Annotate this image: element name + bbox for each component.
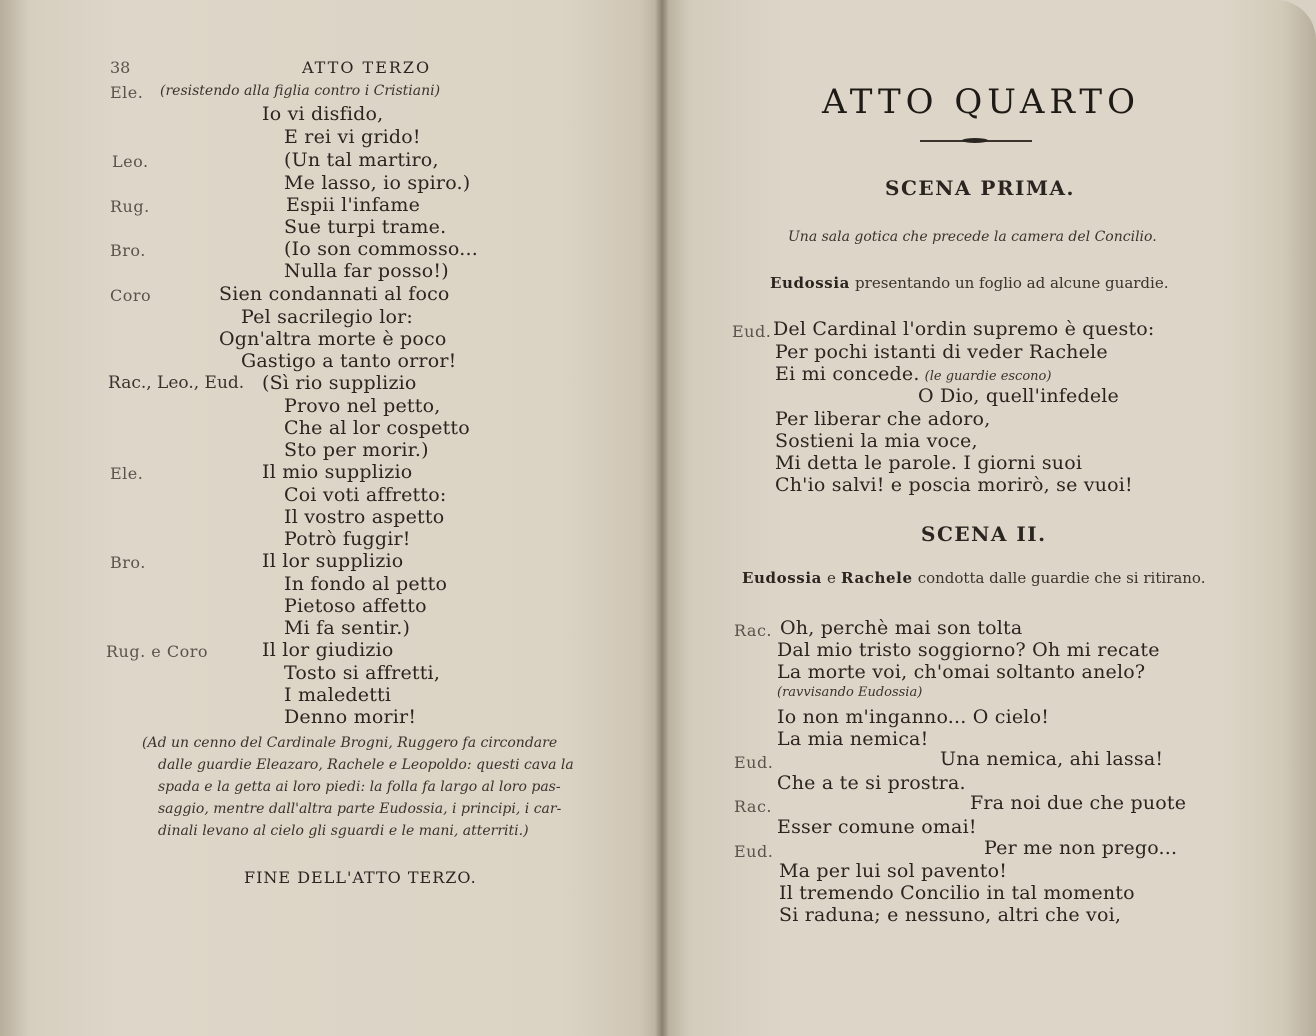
speaker-label: Bro. <box>110 553 146 572</box>
scene-character-line <box>742 568 1205 587</box>
verse-line: Il lor giudizio <box>262 639 394 661</box>
book-gutter <box>655 0 669 1036</box>
verse-line: Denno morir! <box>284 706 417 728</box>
stage-direction-line: spada e la getta ai loro piedi: la folla fa largo al loro pas- <box>158 779 561 795</box>
verse-line: (Un tal martiro, <box>284 149 439 171</box>
verse-line: Sostieni la mia voce, <box>775 430 978 452</box>
scene-title: SCENA PRIMA. <box>885 176 1076 200</box>
speaker-label: Leo. <box>112 152 149 171</box>
verse-line: In fondo al petto <box>284 573 448 595</box>
verse-line: Potrò fuggir! <box>284 528 411 550</box>
verse-line: Io non m'inganno... O cielo! <box>777 706 1050 728</box>
character-action: presentando un foglio ad alcune guardie. <box>855 274 1169 292</box>
verse-line-with-stage <box>775 363 1051 385</box>
stage-direction-inline: (le guardie escono) <box>924 369 1052 384</box>
speaker-label: Rug. e Coro <box>106 642 208 661</box>
verse-line: Ch'io salvi! e poscia morirò, se vuoi! <box>775 474 1133 496</box>
stage-direction-inline: (ravvisando Eudossia) <box>777 685 923 700</box>
speaker-label: Rug. <box>110 197 150 216</box>
verse-line: I maledetti <box>284 684 392 706</box>
speaker-label: Eud. <box>734 753 774 772</box>
character-name: Eudossia <box>770 274 850 292</box>
verse-line: Dal mio tristo soggiorno? Oh mi recate <box>777 639 1160 661</box>
speaker-label: Rac. <box>734 797 772 816</box>
verse-line: Che al lor cospetto <box>284 417 470 439</box>
stage-direction-line: (Ad un cenno del Cardinale Brogni, Ruggero fa circondare <box>142 735 558 751</box>
verse-line: E rei vi grido! <box>284 126 421 148</box>
speaker-label: Rac., Leo., Eud. <box>108 373 245 393</box>
verse-line: Una nemica, ahi lassa! <box>940 748 1164 770</box>
verse-line: La mia nemica! <box>777 728 929 750</box>
verse-line: Ma per lui sol pavento! <box>779 860 1008 882</box>
scene-setting: Una sala gotica che precede la camera del Concilio. <box>788 229 1157 245</box>
running-head: ATTO TERZO <box>302 58 432 77</box>
stage-direction-line: dalle guardie Eleazaro, Rachele e Leopoldo: questi cava la <box>158 757 574 773</box>
speaker-label: Eud. <box>732 322 772 341</box>
speaker-label: Rac. <box>734 621 772 640</box>
stage-direction-block <box>142 732 574 842</box>
page-number: 38 <box>110 58 131 77</box>
verse-line: Il vostro aspetto <box>284 506 445 528</box>
character-action: condotta dalle guardie che si ritirano. <box>917 569 1206 587</box>
act-title: ATTO QUARTO <box>822 82 1140 122</box>
verse-line: Per liberar che adoro, <box>775 408 991 430</box>
verse-line: Del Cardinal l'ordin supremo è questo: <box>773 318 1155 340</box>
right-page <box>662 0 1316 1036</box>
verse-line: Fra noi due che puote <box>970 792 1187 814</box>
stage-direction-inline: (resistendo alla figlia contro i Cristiani) <box>160 83 441 99</box>
verse-line: Tosto si affretti, <box>284 662 441 684</box>
verse-line: Espii l'infame <box>286 194 421 216</box>
speaker-label: Coro <box>110 286 152 305</box>
verse-line: Il mio supplizio <box>262 461 413 483</box>
verse-line: Il lor supplizio <box>262 550 404 572</box>
verse-line: Sue turpi trame. <box>284 216 447 238</box>
verse-line: Nulla far posso!) <box>284 260 449 282</box>
verse-line: Coi voti affretto: <box>284 484 447 506</box>
verse-line: Per me non prego... <box>984 837 1178 859</box>
verse-line: Ogn'altra morte è poco <box>219 328 447 350</box>
verse-line: Sien condannati al foco <box>219 283 450 305</box>
speaker-label: Bro. <box>110 241 146 260</box>
verse-line: (Sì rio supplizio <box>262 372 417 394</box>
verse-line: Provo nel petto, <box>284 395 441 417</box>
verse-line: Gastigo a tanto orror! <box>241 350 457 372</box>
character-name: Eudossia <box>742 569 822 587</box>
verse-line: Pel sacrilegio lor: <box>241 306 414 328</box>
verse-line: Me lasso, io spiro.) <box>284 172 471 194</box>
verse-line: Esser comune omai! <box>777 816 977 838</box>
character-name: Rachele <box>841 569 913 587</box>
verse-line: Si raduna; e nessuno, altri che voi, <box>779 904 1122 926</box>
verse-line: Sto per morir.) <box>284 439 429 461</box>
verse-line: Il tremendo Concilio in tal momento <box>779 882 1135 904</box>
verse-line: La morte voi, ch'omai soltanto anelo? <box>777 661 1146 683</box>
verse-line: Mi detta le parole. I giorni suoi <box>775 452 1083 474</box>
end-of-act: FINE DELL'ATTO TERZO. <box>244 868 477 887</box>
verse-line: (Io son commosso... <box>284 238 478 260</box>
verse-line: O Dio, quell'infedele <box>918 385 1119 407</box>
scene-character-line <box>770 273 1168 292</box>
speaker-label: Ele. <box>110 464 144 483</box>
conjunction: e <box>827 569 836 587</box>
verse-line: Oh, perchè mai son tolta <box>780 617 1023 639</box>
speaker-label: Ele. <box>110 83 144 102</box>
verse-line: Che a te si prostra. <box>777 772 966 794</box>
stage-direction-line: dinali levano al cielo gli sguardi e le mani, atterriti.) <box>158 823 529 839</box>
verse-line: Mi fa sentir.) <box>284 617 411 639</box>
verse-line: Per pochi istanti di veder Rachele <box>775 341 1108 363</box>
rule-ornament <box>962 138 988 143</box>
speaker-label: Eud. <box>734 842 774 861</box>
stage-direction-line: saggio, mentre dall'altra parte Eudossia, i principi, i car- <box>158 801 562 817</box>
verse-text: Ei mi concede. <box>775 363 920 385</box>
verse-line: Pietoso affetto <box>284 595 427 617</box>
scene-title: SCENA II. <box>921 522 1047 546</box>
verse-line: Io vi disfido, <box>262 103 384 125</box>
